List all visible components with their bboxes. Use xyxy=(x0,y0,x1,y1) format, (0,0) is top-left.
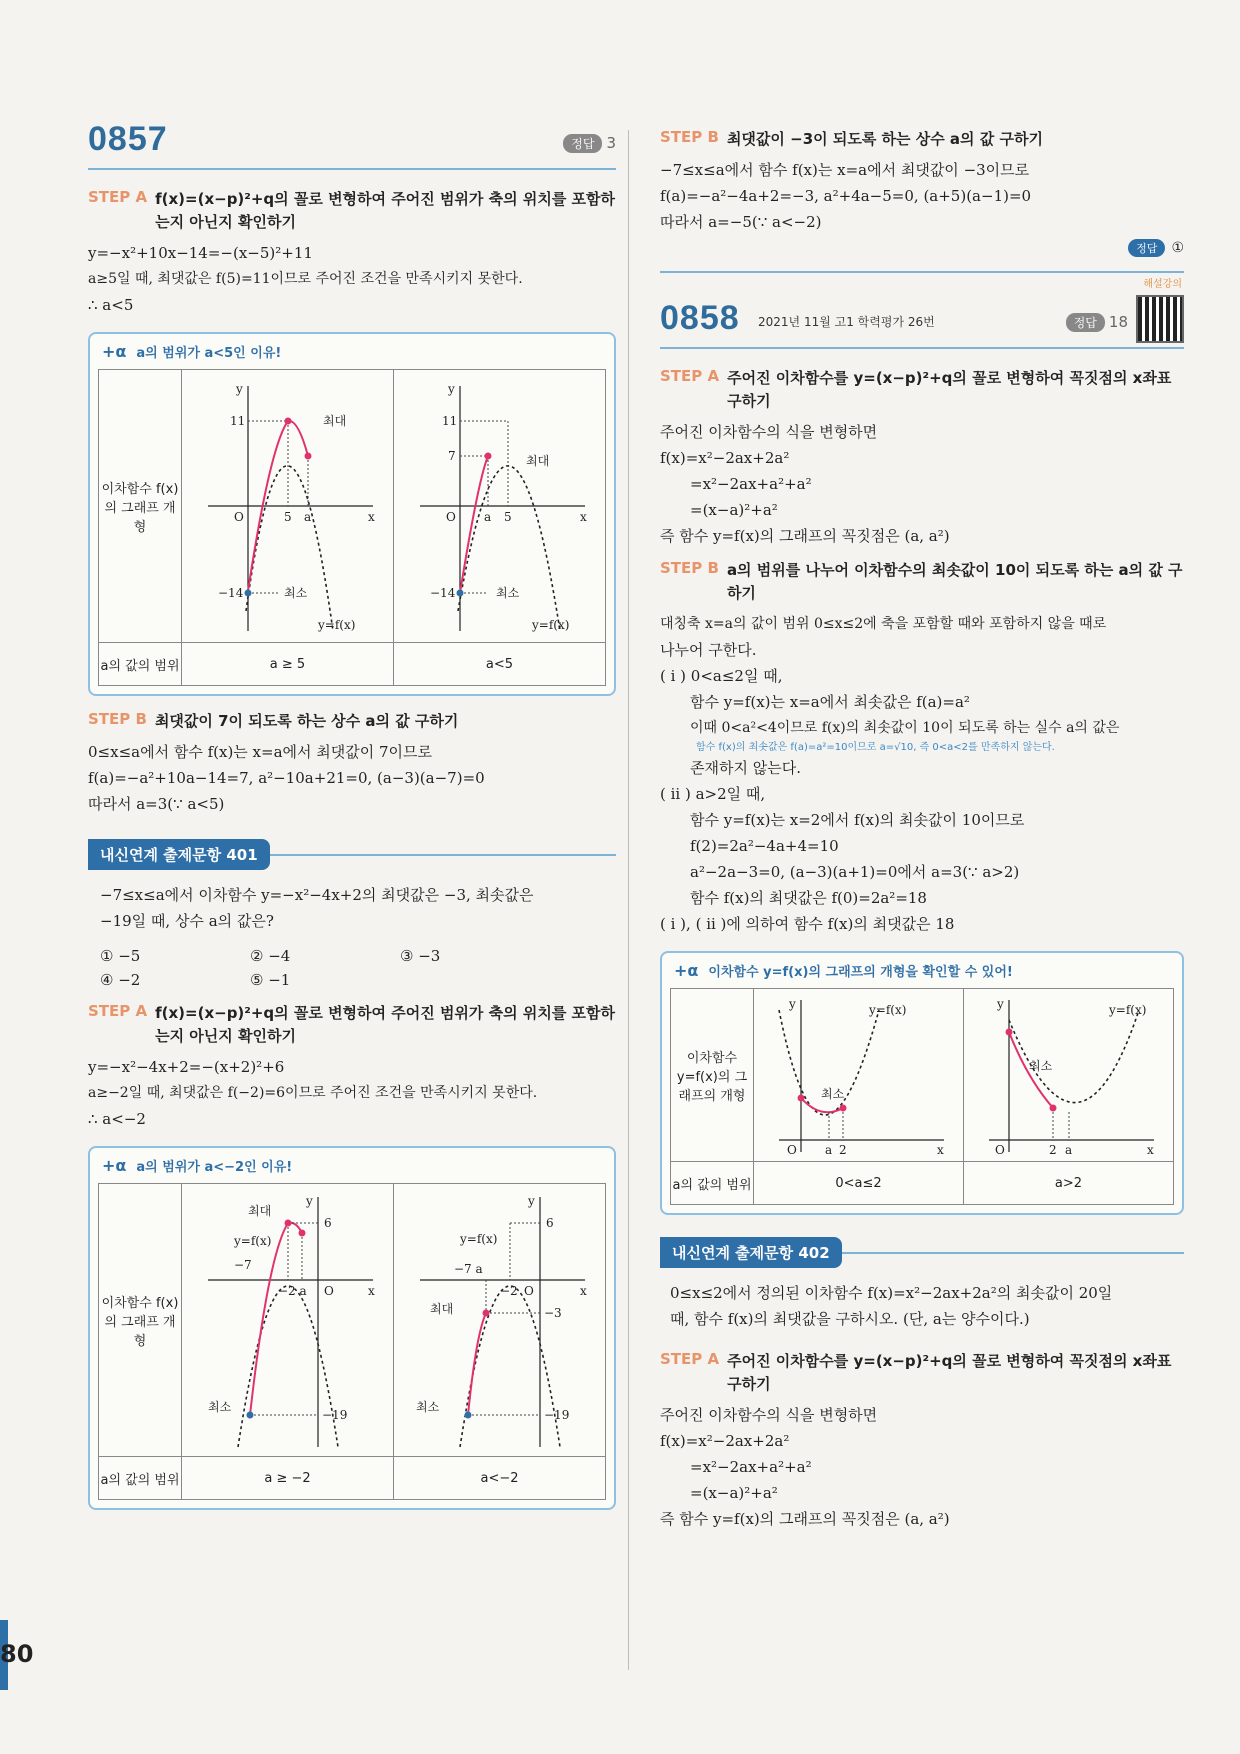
plus-alpha-icon: +α xyxy=(102,342,127,361)
parabola-graph-a-lt-5 xyxy=(400,371,600,641)
condition-value: a>2 xyxy=(964,1162,1174,1205)
answer-indicator xyxy=(660,239,1184,257)
solution-line: f(x)=x²−2ax+2a² xyxy=(660,1432,790,1450)
function-label: y=f(x) xyxy=(233,1234,271,1248)
origin-label: O xyxy=(523,1284,534,1298)
tick-label: 6 xyxy=(323,1216,332,1230)
tip-box xyxy=(88,332,616,696)
answer-value: ① xyxy=(1171,240,1184,256)
max-label: 최대 xyxy=(247,1204,271,1218)
linked-problem-402-header xyxy=(660,1237,1184,1268)
answer-tag: 정답 xyxy=(1066,313,1105,332)
solution-line: f(a)=−a²+10a−14=7, a²−10a+21=0, (a−3)(a−7)=0 xyxy=(88,769,485,787)
origin-label: O xyxy=(233,510,244,524)
linked-problem-tag: 내신연계 출제문항 402 xyxy=(660,1237,842,1268)
solution-line: ( i ) 0<a≤2일 때, xyxy=(660,667,783,685)
min-label: 최소 xyxy=(283,586,307,600)
tick-label: a xyxy=(303,510,311,524)
solution-line: =(x−a)²+a² xyxy=(690,1484,778,1502)
right-column xyxy=(660,128,1184,1532)
condition-value: a ≥ −2 xyxy=(182,1457,394,1500)
solution-line: 나누어 구한다. xyxy=(660,641,757,659)
solution-line: 함수 y=f(x)는 x=a에서 최솟값은 f(a)=a² xyxy=(690,693,970,711)
solution-line: =x²−2ax+a²+a² xyxy=(690,1458,812,1476)
tick-label: a xyxy=(483,510,491,524)
max-label: 최대 xyxy=(322,414,346,428)
parabola-graph-a-gt-2 xyxy=(969,990,1169,1160)
linked-problem-401-header xyxy=(88,839,616,870)
solution-line: 존재하지 않는다. xyxy=(690,759,801,777)
plus-alpha-icon: +α xyxy=(674,961,699,980)
solution-line: 0≤x≤a에서 함수 f(x)는 x=a에서 최댓값이 7이므로 xyxy=(88,743,433,761)
function-label: y=f(x) xyxy=(459,1232,497,1246)
answer-indicator xyxy=(563,134,616,153)
graph-cell xyxy=(754,989,964,1162)
tick-label: −14 xyxy=(429,586,455,600)
graph-table xyxy=(98,1183,606,1500)
question-line: −19일 때, 상수 a의 값은? xyxy=(100,912,274,930)
step-label: STEP B xyxy=(88,710,147,728)
step-a xyxy=(660,1350,1184,1396)
max-label: 최대 xyxy=(525,454,549,468)
linked-problem-tag: 내신연계 출제문항 401 xyxy=(88,839,270,870)
step-b xyxy=(660,559,1184,605)
condition-label: a의 값의 범위 xyxy=(671,1162,754,1205)
tick-label: −19 xyxy=(321,1408,347,1422)
solution-line: 따라서 a=−5(∵ a<−2) xyxy=(660,213,822,231)
choice-4: ④ −2 xyxy=(100,971,141,989)
problem-number: 0857 xyxy=(88,120,168,158)
solution-line: 대칭축 x=a의 값이 범위 0≤x≤2에 축을 포함할 때와 포함하지 않을 때로 xyxy=(660,616,1107,632)
answer-tag: 정답 xyxy=(563,134,602,153)
tip-header xyxy=(98,340,606,369)
tick-label: 11 xyxy=(229,414,245,428)
solution-line: 즉 함수 y=f(x)의 그래프의 꼭짓점은 (a, a²) xyxy=(660,1510,950,1528)
tick-label: a xyxy=(1064,1143,1072,1157)
answer-indicator xyxy=(1066,313,1128,332)
tick-label: −2 xyxy=(499,1284,518,1298)
x-axis-label: x xyxy=(367,1284,375,1298)
graph-cell xyxy=(964,989,1174,1162)
y-axis-label: y xyxy=(305,1194,313,1208)
solution-line: 함수 f(x)의 최댓값은 f(0)=2a²=18 xyxy=(690,889,927,907)
choice-1: ① −5 xyxy=(100,947,141,965)
min-label: 최소 xyxy=(207,1400,231,1414)
x-axis-label: x xyxy=(579,510,587,524)
max-label: 최대 xyxy=(429,1302,453,1316)
step-title: f(x)=(x−p)²+q의 꼴로 변형하여 주어진 범위가 축의 위치를 포함하는지 아닌지 확인하기 xyxy=(155,190,616,231)
tip-title: a의 범위가 a<5인 이유! xyxy=(136,346,282,361)
origin-label: O xyxy=(445,510,456,524)
tick-label: 5 xyxy=(503,510,512,524)
step-title: 최댓값이 −3이 되도록 하는 상수 a의 값 구하기 xyxy=(726,130,1043,148)
step-a xyxy=(88,188,616,234)
solution-line: ( i ), ( ii )에 의하여 함수 f(x)의 최댓값은 18 xyxy=(660,915,955,933)
step-b xyxy=(660,128,1184,151)
page-number: 80 xyxy=(0,1640,34,1668)
min-label: 최소 xyxy=(415,1400,439,1414)
choice-3: ③ −3 xyxy=(400,947,441,965)
solution-line: f(2)=2a²−4a+4=10 xyxy=(690,837,839,855)
plus-alpha-icon: +α xyxy=(102,1156,127,1175)
solution-line: f(a)=−a²−4a+2=−3, a²+4a−5=0, (a+5)(a−1)=0 xyxy=(660,187,1032,205)
step-b xyxy=(88,710,616,733)
answer-value: 18 xyxy=(1108,313,1128,331)
question-line: 때, 함수 f(x)의 최댓값을 구하시오. (단, a는 양수이다.) xyxy=(670,1310,1030,1328)
min-label: 최소 xyxy=(1028,1059,1052,1073)
solution-line: 함수 y=f(x)는 x=2에서 f(x)의 최솟값이 10이므로 xyxy=(690,811,1025,829)
choice-5: ⑤ −1 xyxy=(250,971,291,989)
solution-line: 주어진 이차함수의 식을 변형하면 xyxy=(660,1406,878,1424)
step-title: a의 범위를 나누어 이차함수의 최솟값이 10이 되도록 하는 a의 값 구하기 xyxy=(726,561,1183,602)
y-axis-label: y xyxy=(788,997,796,1011)
graph-cell xyxy=(182,1184,394,1457)
tick-label: −14 xyxy=(217,586,243,600)
min-label: 최소 xyxy=(820,1087,844,1101)
solution-line: f(x)=x²−2ax+2a² xyxy=(660,449,790,467)
tick-label: a xyxy=(824,1143,832,1157)
solution-line: ∴ a<−2 xyxy=(88,1110,146,1128)
function-label: y=f(x) xyxy=(531,618,569,632)
tick-label: −7 xyxy=(233,1258,252,1272)
condition-value: a<−2 xyxy=(394,1457,606,1500)
step-title: f(x)=(x−p)²+q의 꼴로 변형하여 주어진 범위가 축의 위치를 포함하는지 아닌지 확인하기 xyxy=(155,1004,616,1045)
y-axis-label: y xyxy=(235,382,243,396)
step-title: 주어진 이차함수를 y=(x−p)²+q의 꼴로 변형하여 꼭짓점의 x좌표 구하기 xyxy=(727,369,1172,410)
qr-code-icon[interactable] xyxy=(1136,295,1184,343)
solution-line: ∴ a<5 xyxy=(88,296,134,314)
parabola-graph-0-lt-a-le-2 xyxy=(759,990,959,1160)
side-note: 함수 f(x)의 최솟값은 f(a)=a²=10이므로 a=√10, 즉 0<a<2를 만족하지 않는다. xyxy=(696,742,1055,753)
question-line: −7≤x≤a에서 이차함수 y=−x²−4x+2의 최댓값은 −3, 최솟값은 xyxy=(100,886,534,904)
function-label: y=f(x) xyxy=(1108,1003,1146,1017)
solution-line: a≥5일 때, 최댓값은 f(5)=11이므로 주어진 조건을 만족시키지 못한다. xyxy=(88,271,523,287)
problem-number: 0858 xyxy=(660,299,740,337)
parabola-graph-a-lt-m2 xyxy=(400,1185,600,1455)
step-label: STEP A xyxy=(660,367,720,385)
tip-header xyxy=(98,1154,606,1183)
y-axis-label: y xyxy=(447,382,455,396)
left-column xyxy=(88,120,616,1524)
tick-label: 2 xyxy=(1048,1143,1057,1157)
step-title: 주어진 이차함수를 y=(x−p)²+q의 꼴로 변형하여 꼭짓점의 x좌표 구하기 xyxy=(727,1352,1172,1393)
answer-choices xyxy=(100,944,616,992)
row-label: 이차함수 f(x)의 그래프 개형 xyxy=(99,1184,182,1457)
origin-label: O xyxy=(323,1284,334,1298)
solution-line: 즉 함수 y=f(x)의 그래프의 꼭짓점은 (a, a²) xyxy=(660,527,950,545)
x-axis-label: x xyxy=(579,1284,587,1298)
origin-label: O xyxy=(994,1143,1005,1157)
graph-cell xyxy=(394,1184,606,1457)
x-axis-label: x xyxy=(936,1143,944,1157)
y-axis-label: y xyxy=(996,997,1004,1011)
tick-label: 2 xyxy=(838,1143,847,1157)
tick-label: −19 xyxy=(543,1408,569,1422)
step-title: 최댓값이 7이 되도록 하는 상수 a의 값 구하기 xyxy=(154,712,459,730)
x-axis-label: x xyxy=(367,510,375,524)
y-axis-label: y xyxy=(527,1194,535,1208)
function-label: y=f(x) xyxy=(317,618,355,632)
tip-box xyxy=(660,951,1184,1215)
step-label: STEP B xyxy=(660,559,719,577)
tick-label: −7 a xyxy=(453,1262,483,1276)
solution-line: y=−x²+10x−14=−(x−5)²+11 xyxy=(88,244,313,262)
problem-source: 2021년 11월 고1 학력평가 26번 xyxy=(758,315,935,329)
origin-label: O xyxy=(786,1143,797,1157)
problem-0857-header xyxy=(88,120,616,170)
graph-table xyxy=(98,369,606,686)
solution-line: ( ii ) a>2일 때, xyxy=(660,785,766,803)
question-line: 0≤x≤2에서 정의된 이차함수 f(x)=x²−2ax+2a²의 최솟값이 20일 xyxy=(670,1284,1113,1302)
step-a xyxy=(88,1002,616,1048)
condition-value: a ≥ 5 xyxy=(182,643,394,686)
step-a xyxy=(660,367,1184,413)
step-label: STEP A xyxy=(88,1002,148,1020)
tick-label: 5 xyxy=(283,510,292,524)
condition-value: a<5 xyxy=(394,643,606,686)
tip-title: 이차함수 y=f(x)의 그래프의 개형을 확인할 수 있어! xyxy=(708,965,1013,980)
tip-title: a의 범위가 a<−2인 이유! xyxy=(136,1160,293,1175)
step-label: STEP B xyxy=(660,128,719,146)
tip-box xyxy=(88,1146,616,1510)
tick-label: 6 xyxy=(545,1216,554,1230)
graph-cell xyxy=(394,370,606,643)
tick-label: −3 xyxy=(543,1306,562,1320)
step-label: STEP A xyxy=(660,1350,720,1368)
row-label: 이차함수 f(x)의 그래프 개형 xyxy=(99,370,182,643)
column-divider xyxy=(628,130,629,1670)
condition-label: a의 값의 범위 xyxy=(99,1457,182,1500)
answer-tag: 정답 xyxy=(1128,239,1165,257)
x-axis-label: x xyxy=(1146,1143,1154,1157)
lecture-label: 해설강의 xyxy=(1143,279,1182,290)
solution-line: =(x−a)²+a² xyxy=(690,501,778,519)
answer-value: 3 xyxy=(606,134,616,152)
tip-header xyxy=(670,959,1174,988)
function-label: y=f(x) xyxy=(868,1003,906,1017)
parabola-graph-a-ge-m2 xyxy=(188,1185,388,1455)
solution-line: =x²−2ax+a²+a² xyxy=(690,475,812,493)
solution-line: a²−2a−3=0, (a−3)(a+1)=0에서 a=3(∵ a>2) xyxy=(690,863,1020,881)
solution-line: 따라서 a=3(∵ a<5) xyxy=(88,795,225,813)
tick-label: 7 xyxy=(447,449,456,463)
tick-label: −2 a xyxy=(277,1284,307,1298)
solution-line: a≥−2일 때, 최댓값은 f(−2)=6이므로 주어진 조건을 만족시키지 못한다. xyxy=(88,1085,538,1101)
min-label: 최소 xyxy=(495,586,519,600)
solution-line: y=−x²−4x+2=−(x+2)²+6 xyxy=(88,1058,285,1076)
tick-label: 11 xyxy=(441,414,457,428)
parabola-graph-a-ge-5 xyxy=(188,371,388,641)
solution-line: 이때 0<a²<4이므로 f(x)의 최솟값이 10이 되도록 하는 실수 a의 값은 xyxy=(690,720,1120,736)
condition-label: a의 값의 범위 xyxy=(99,643,182,686)
graph-table xyxy=(670,988,1174,1205)
step-label: STEP A xyxy=(88,188,148,206)
condition-value: 0<a≤2 xyxy=(754,1162,964,1205)
problem-0858-header xyxy=(660,279,1184,349)
solution-line: 주어진 이차함수의 식을 변형하면 xyxy=(660,423,878,441)
solution-line: −7≤x≤a에서 함수 f(x)는 x=a에서 최댓값이 −3이므로 xyxy=(660,161,1030,179)
row-label: 이차함수 y=f(x)의 그래프의 개형 xyxy=(671,989,754,1162)
choice-2: ② −4 xyxy=(250,947,291,965)
graph-cell xyxy=(182,370,394,643)
